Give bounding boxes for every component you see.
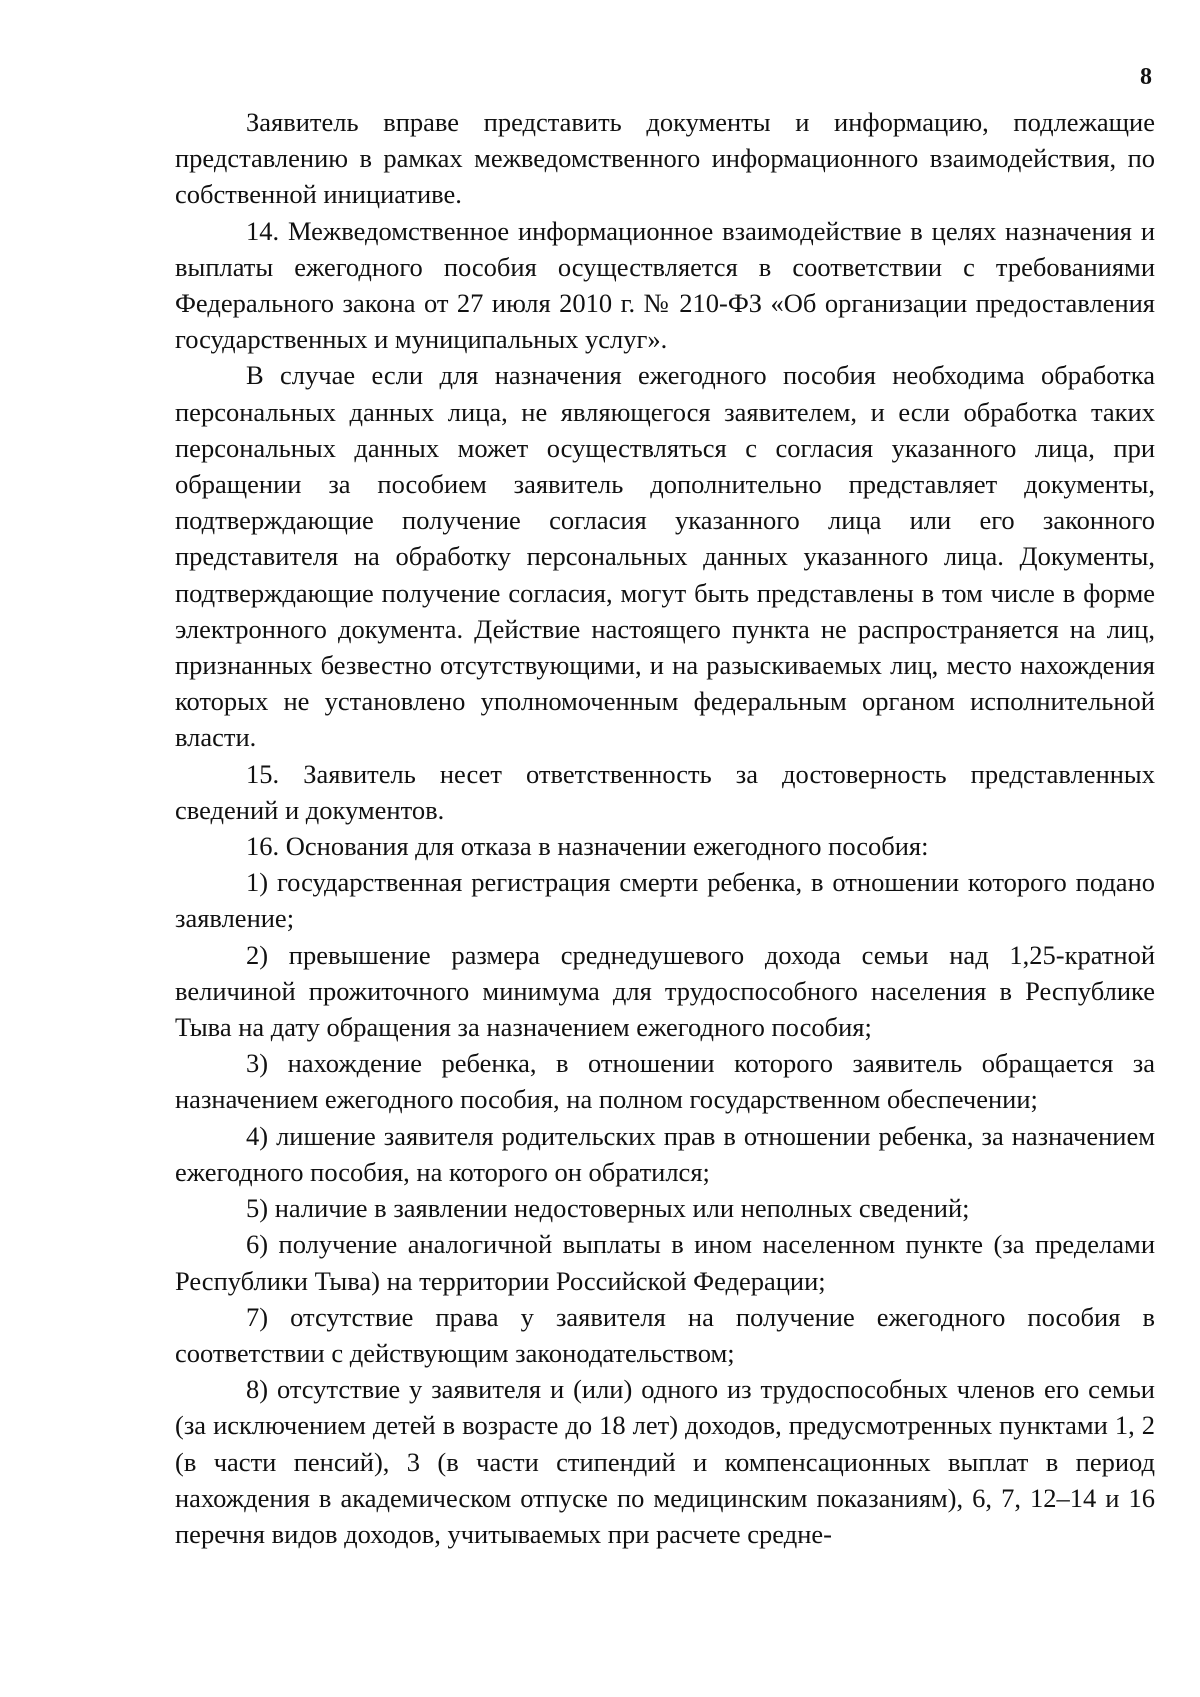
list-item-7: 7) отсутствие права у заявителя на получение ежегодного пособия в соответствии с действующим законодательством; [175,1301,1155,1368]
list-item-8: 8) отсутствие у заявителя и (или) одного из трудоспособных членов его семьи (за исключением детей в возрасте до 18 лет) доходов, предусмотренных пунктами 1, 2 (в части пенсий), 3 (в части стипендий и компенсационных выплат в период нахождения в академическом отпуске по медицинским показаниям), 6, 7, 12–14 и 16 перечня видов доходов, учитываемых при расчете средне- [175,1374,1155,1549]
paragraph-applicant-right: Заявитель вправе представить документы и информацию, подлежащие представлению в рамках межведомственного информационного взаимодействия, по собственной инициативе. [175,107,1155,210]
paragraph-15: 15. Заявитель несет ответственность за достоверность представленных сведений и документов. [175,758,1155,825]
list-item-2: 2) превышение размера среднедушевого дохода семьи над 1,25-кратной величиной прожиточного минимума для трудоспособного населения в Республике Тыва на дату обращения за назначением ежегодного пособия; [175,939,1155,1043]
list-item-6: 6) получение аналогичной выплаты в ином населенном пункте (за пределами Республики Тыва) на территории Российской Федерации; [175,1229,1155,1296]
paragraph-personal-data: В случае если для назначения ежегодного пособия необходима обработка персональных данных лица, не являющегося заявителем, и если обработка таких персональных данных может осуществляться с согласия указанного лица, при обращении за пособием заявитель дополнительно представляет документы, подтверждающие получение согласия указанного лица или его законного представителя на обработку персональных данных указанного лица. Документы, подтверждающие получение согласия, могут быть представлены в том числе в форме электронного документа. Действие настоящего пункта не распространяется на лиц, признанных безвестно отсутствующими, и на разыскиваемых лиц, место нахождения которых не установлено уполномоченным федеральным органом исполнительной власти. [175,360,1155,753]
page-number: 8 [1140,64,1152,90]
list-item-4: 4) лишение заявителя родительских прав в отношении ребенка, за назначением ежегодного пособия, на которого он обратился; [175,1120,1155,1187]
list-item-5: 5) наличие в заявлении недостоверных или неполных сведений; [246,1193,970,1224]
list-item-1: 1) государственная регистрация смерти ребенка, в отношении которого подано заявление; [175,867,1155,934]
list-item-3: 3) нахождение ребенка, в отношении которого заявитель обращается за назначением ежегодного пособия, на полном государственном обеспечении; [175,1048,1155,1115]
paragraph-16: 16. Основания для отказа в назначении ежегодного пособия: [246,831,929,862]
document-body [175,104,1155,1552]
paragraph-14: 14. Межведомственное информационное взаимодействие в целях назначения и выплаты ежегодного пособия осуществляется в соответствии с требованиями Федерального закона от 27 июля 2010 г. № 210-ФЗ «Об организации предоставления государственных и муниципальных услуг». [175,215,1155,355]
